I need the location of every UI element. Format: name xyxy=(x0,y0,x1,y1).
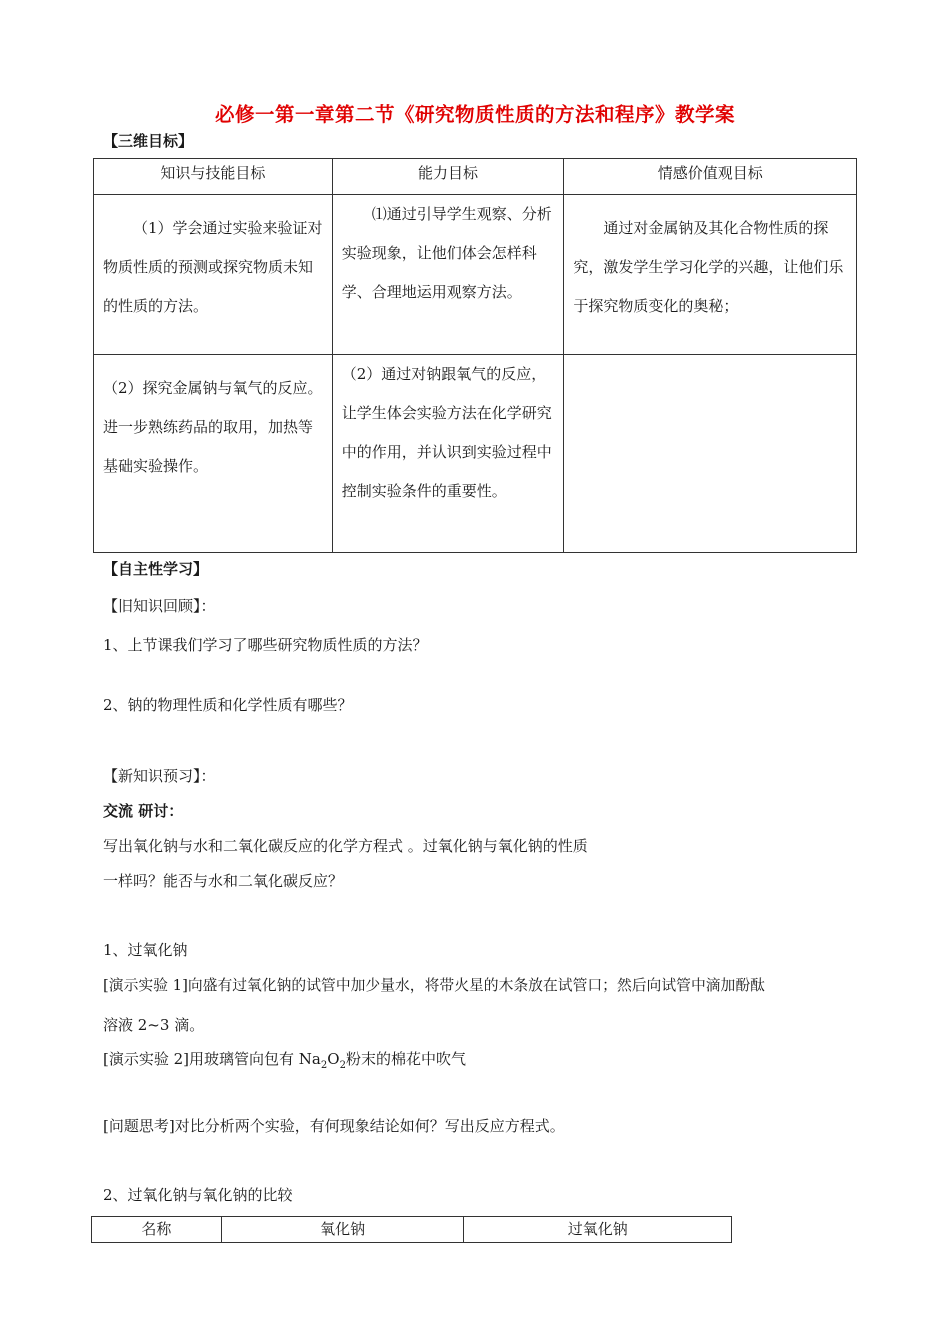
goals-cell-knowledge-1 xyxy=(94,195,333,355)
discuss-line-2: 一样吗？能否与水和二氧化碳反应？ xyxy=(103,872,344,890)
goals-header-ability: 能力目标 xyxy=(332,159,564,195)
demo-2-suffix: 粉末的棉花中吹气 xyxy=(345,1050,466,1068)
formula-sub-1: 2 xyxy=(320,1060,328,1071)
compare-header-na2o2: 过氧化钠 xyxy=(464,1217,732,1243)
section-goals-heading: 【三维目标】 xyxy=(103,132,194,150)
goals-cell-ability-1 xyxy=(332,195,564,355)
question-think: [问题思考]对比分析两个实验，有何现象结论如何？写出反应方程式。 xyxy=(103,1117,565,1135)
item-2-heading: 2、过氧化钠与氧化钠的比较 xyxy=(103,1186,293,1204)
discuss-label: 交流 研讨： xyxy=(103,802,184,820)
demo-1-line-1: [演示实验 1]向盛有过氧化钠的试管中加少量水，将带火星的木条放在试管口；然后向试管中滴加酚酞 xyxy=(103,977,765,994)
review-question-1: 1、上节课我们学习了哪些研究物质性质的方法？ xyxy=(103,636,428,654)
review-question-2: 2、钠的物理性质和化学性质有哪些？ xyxy=(103,696,353,714)
item-1-heading: 1、过氧化钠 xyxy=(103,941,188,959)
formula-sub-2: 2 xyxy=(339,1060,346,1071)
compare-table xyxy=(91,1216,732,1243)
formula-o: O xyxy=(327,1050,340,1068)
goals-cell-emotion-1 xyxy=(564,195,857,355)
knowledge-goal-1: （1）学会通过实验来验证对物质性质的预测或探究物质未知的性质的方法。 xyxy=(103,219,323,315)
formula-na2o2 xyxy=(298,1050,346,1071)
goals-table xyxy=(93,158,857,553)
discuss-line-1: 写出氧化钠与水和二氧化碳反应的化学方程式 。过氧化钠与氧化钠的性质 xyxy=(103,837,588,855)
emotion-goal-1: 通过对金属钠及其化合物性质的探究，激发学生学习化学的兴趣，让他们乐于探究物质变化的奥秘； xyxy=(573,219,844,315)
goals-header-knowledge: 知识与技能目标 xyxy=(94,159,333,195)
preview-label: 【新知识预习】： xyxy=(103,767,216,785)
goals-cell-ability-2 xyxy=(332,355,564,553)
review-label: 【旧知识回顾】： xyxy=(103,597,216,615)
demo-1-line-2: 溶液 2~3 滴。 xyxy=(103,1016,205,1034)
goals-header-emotion: 情感价值观目标 xyxy=(564,159,857,195)
ability-goal-1: ⑴通过引导学生观察、分析实验现象，让他们体会怎样科学、合理地运用观察方法。 xyxy=(341,205,552,301)
goals-cell-emotion-2 xyxy=(564,355,857,553)
ability-goal-2: （2）通过对钠跟氧气的反应，让学生体会实验方法在化学研究中的作用，并认识到实验过程中控制实验条件的重要性。 xyxy=(341,365,552,500)
compare-header-na2o: 氧化钠 xyxy=(221,1217,464,1243)
goals-cell-knowledge-2 xyxy=(94,355,333,553)
section-self-study-heading: 【自主性学习】 xyxy=(103,560,209,578)
compare-header-name: 名称 xyxy=(92,1217,222,1243)
knowledge-goal-2: （2）探究金属钠与氧气的反应。进一步熟练药品的取用，加热等基础实验操作。 xyxy=(103,379,323,475)
formula-na: Na xyxy=(298,1050,321,1068)
demo-2-prefix: [演示实验 2]用玻璃管向包有 xyxy=(103,1050,299,1068)
page-title: 必修一第一章第二节《研究物质性质的方法和程序》教学案 xyxy=(214,103,735,126)
demo-2-line xyxy=(103,1048,466,1071)
